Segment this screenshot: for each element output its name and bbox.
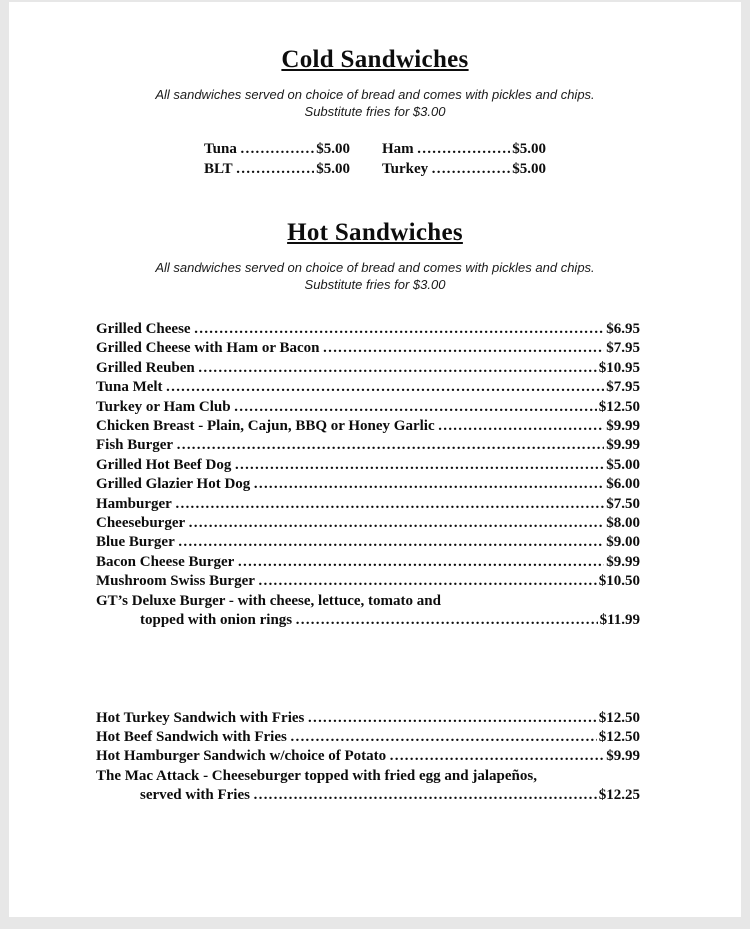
menu-item-row [96, 709, 640, 728]
dot-leader [198, 359, 597, 378]
menu-item-row [96, 553, 640, 572]
menu-item-row [96, 495, 640, 514]
menu-item-name: Grilled Reuben [96, 359, 195, 376]
hot-subtitle-line2: Substitute fries for $3.00 [304, 277, 446, 292]
menu-item-row [96, 378, 640, 397]
menu-item-name: Hot Beef Sandwich with Fries [96, 728, 287, 745]
menu-item-price: $9.00 [606, 534, 640, 551]
cold-sandwiches-section [9, 46, 741, 179]
dot-leader [258, 572, 597, 591]
menu-item-name: Ham [382, 141, 414, 157]
menu-item-row [96, 767, 640, 786]
menu-item-price: $7.95 [606, 379, 640, 396]
dot-leader [188, 514, 604, 533]
menu-item-price: $9.99 [606, 748, 640, 765]
menu-item-name: Turkey [382, 160, 429, 177]
menu-item-name: Chicken Breast - Plain, Cajun, BBQ or Honey Garlic [96, 418, 435, 435]
menu-item-price: $10.95 [598, 359, 640, 376]
menu-item-row [96, 728, 640, 747]
cold-sandwiches-title: Cold Sandwiches [281, 46, 469, 73]
menu-item-row [96, 514, 640, 533]
menu-item-row [382, 140, 546, 160]
menu-item-name: GT’s Deluxe Burger - with cheese, lettuce, tomato and [96, 592, 441, 609]
dot-leader [236, 160, 315, 180]
menu-item-name: Fish Burger [96, 437, 174, 454]
dot-leader [240, 140, 314, 160]
menu-item-row [96, 786, 640, 805]
menu-item-name: Grilled Cheese [96, 321, 191, 337]
menu-item-price: $9.99 [606, 418, 640, 435]
dot-leader [322, 339, 604, 358]
menu-item-name: Hot Turkey Sandwich with Fries [96, 709, 305, 726]
dot-leader [237, 553, 604, 572]
dot-leader [194, 320, 605, 339]
menu-item-name: Tuna Melt [96, 379, 163, 396]
menu-item-row [96, 572, 640, 591]
menu-item-price: $12.50 [598, 398, 640, 415]
menu-item-name: Mushroom Swiss Burger [96, 573, 255, 590]
hot-sandwiches-section [9, 219, 741, 806]
cold-subtitle-line2: Substitute fries for $3.00 [304, 104, 446, 119]
menu-item-price: $5.00 [512, 160, 546, 177]
menu-item-price: $12.25 [598, 787, 640, 804]
dot-leader [166, 378, 605, 397]
menu-item-name: Grilled Cheese with Ham or Bacon [96, 340, 320, 357]
dot-leader [178, 533, 605, 552]
dot-leader [290, 728, 597, 747]
dot-leader [438, 417, 605, 436]
menu-item-row [96, 592, 640, 611]
menu-item-row [96, 320, 640, 339]
menu-item-row [96, 533, 640, 552]
menu-item-name: served with Fries [140, 787, 250, 804]
cold-subtitle-line1: All sandwiches served on choice of bread and comes with pickles and chips. [155, 87, 595, 102]
menu-item-name: Hot Hamburger Sandwich w/choice of Potato [96, 748, 387, 765]
dot-leader [253, 786, 597, 805]
menu-item-row [96, 359, 640, 378]
menu-item-price: $5.00 [606, 456, 640, 473]
menu-item-row [96, 456, 640, 475]
menu-item-price: $9.99 [606, 553, 640, 570]
dot-leader [389, 747, 604, 766]
menu-item-row [96, 417, 640, 436]
menu-item-name: Grilled Hot Beef Dog [96, 456, 232, 473]
menu-item-name: Hamburger [96, 495, 172, 512]
menu-item-name: The Mac Attack - Cheeseburger topped with fried egg and jalapeños, [96, 767, 537, 784]
menu-item-price: $5.00 [512, 141, 546, 157]
menu-item-name: Blue Burger [96, 534, 175, 551]
menu-item-name: Cheeseburger [96, 515, 186, 532]
menu-item-row [204, 140, 350, 160]
menu-item-price: $5.00 [316, 141, 350, 157]
menu-item-name: Bacon Cheese Burger [96, 553, 235, 570]
menu-item-row [382, 160, 546, 180]
menu-item-name: Tuna [204, 141, 237, 157]
dot-leader [417, 140, 511, 160]
menu-item-price: $6.00 [606, 476, 640, 493]
menu-item-row [96, 436, 640, 455]
cold-items-grid [9, 140, 741, 179]
dot-leader [431, 160, 510, 180]
dot-leader [253, 475, 604, 494]
dot-leader [176, 436, 604, 455]
menu-item-price: $12.50 [598, 728, 640, 745]
cold-items-column [204, 140, 350, 179]
hot-sandwiches-title: Hot Sandwiches [287, 219, 463, 246]
menu-item-price: $8.00 [606, 515, 640, 532]
menu-item-name: BLT [204, 160, 233, 177]
dot-leader [175, 495, 604, 514]
hot-items-list [96, 320, 640, 631]
cold-items-column [382, 140, 546, 179]
menu-item-price: $12.50 [598, 709, 640, 726]
menu-item-row [96, 398, 640, 417]
menu-item-price: $5.00 [316, 160, 350, 177]
hot-specialty-items-list [96, 709, 640, 806]
menu-item-price: $9.99 [606, 437, 640, 454]
menu-item-name: topped with onion rings [140, 612, 293, 629]
menu-item-row [96, 611, 640, 630]
menu-page [9, 2, 741, 917]
menu-item-price: $11.99 [599, 612, 640, 629]
menu-item-row [96, 475, 640, 494]
menu-item-row [96, 339, 640, 358]
menu-item-price: $6.95 [606, 321, 640, 337]
dot-leader [295, 611, 597, 630]
menu-item-price: $10.50 [598, 573, 640, 590]
menu-item-price: $7.50 [606, 495, 640, 512]
menu-item-name: Grilled Glazier Hot Dog [96, 476, 251, 493]
menu-item-row [204, 160, 350, 180]
dot-leader [307, 709, 596, 728]
dot-leader [234, 456, 604, 475]
dot-leader [234, 398, 597, 417]
menu-item-row [96, 747, 640, 766]
menu-item-name: Turkey or Ham Club [96, 398, 231, 415]
hot-subtitle-line1: All sandwiches served on choice of bread and comes with pickles and chips. [155, 260, 595, 275]
menu-item-price: $7.95 [606, 340, 640, 357]
